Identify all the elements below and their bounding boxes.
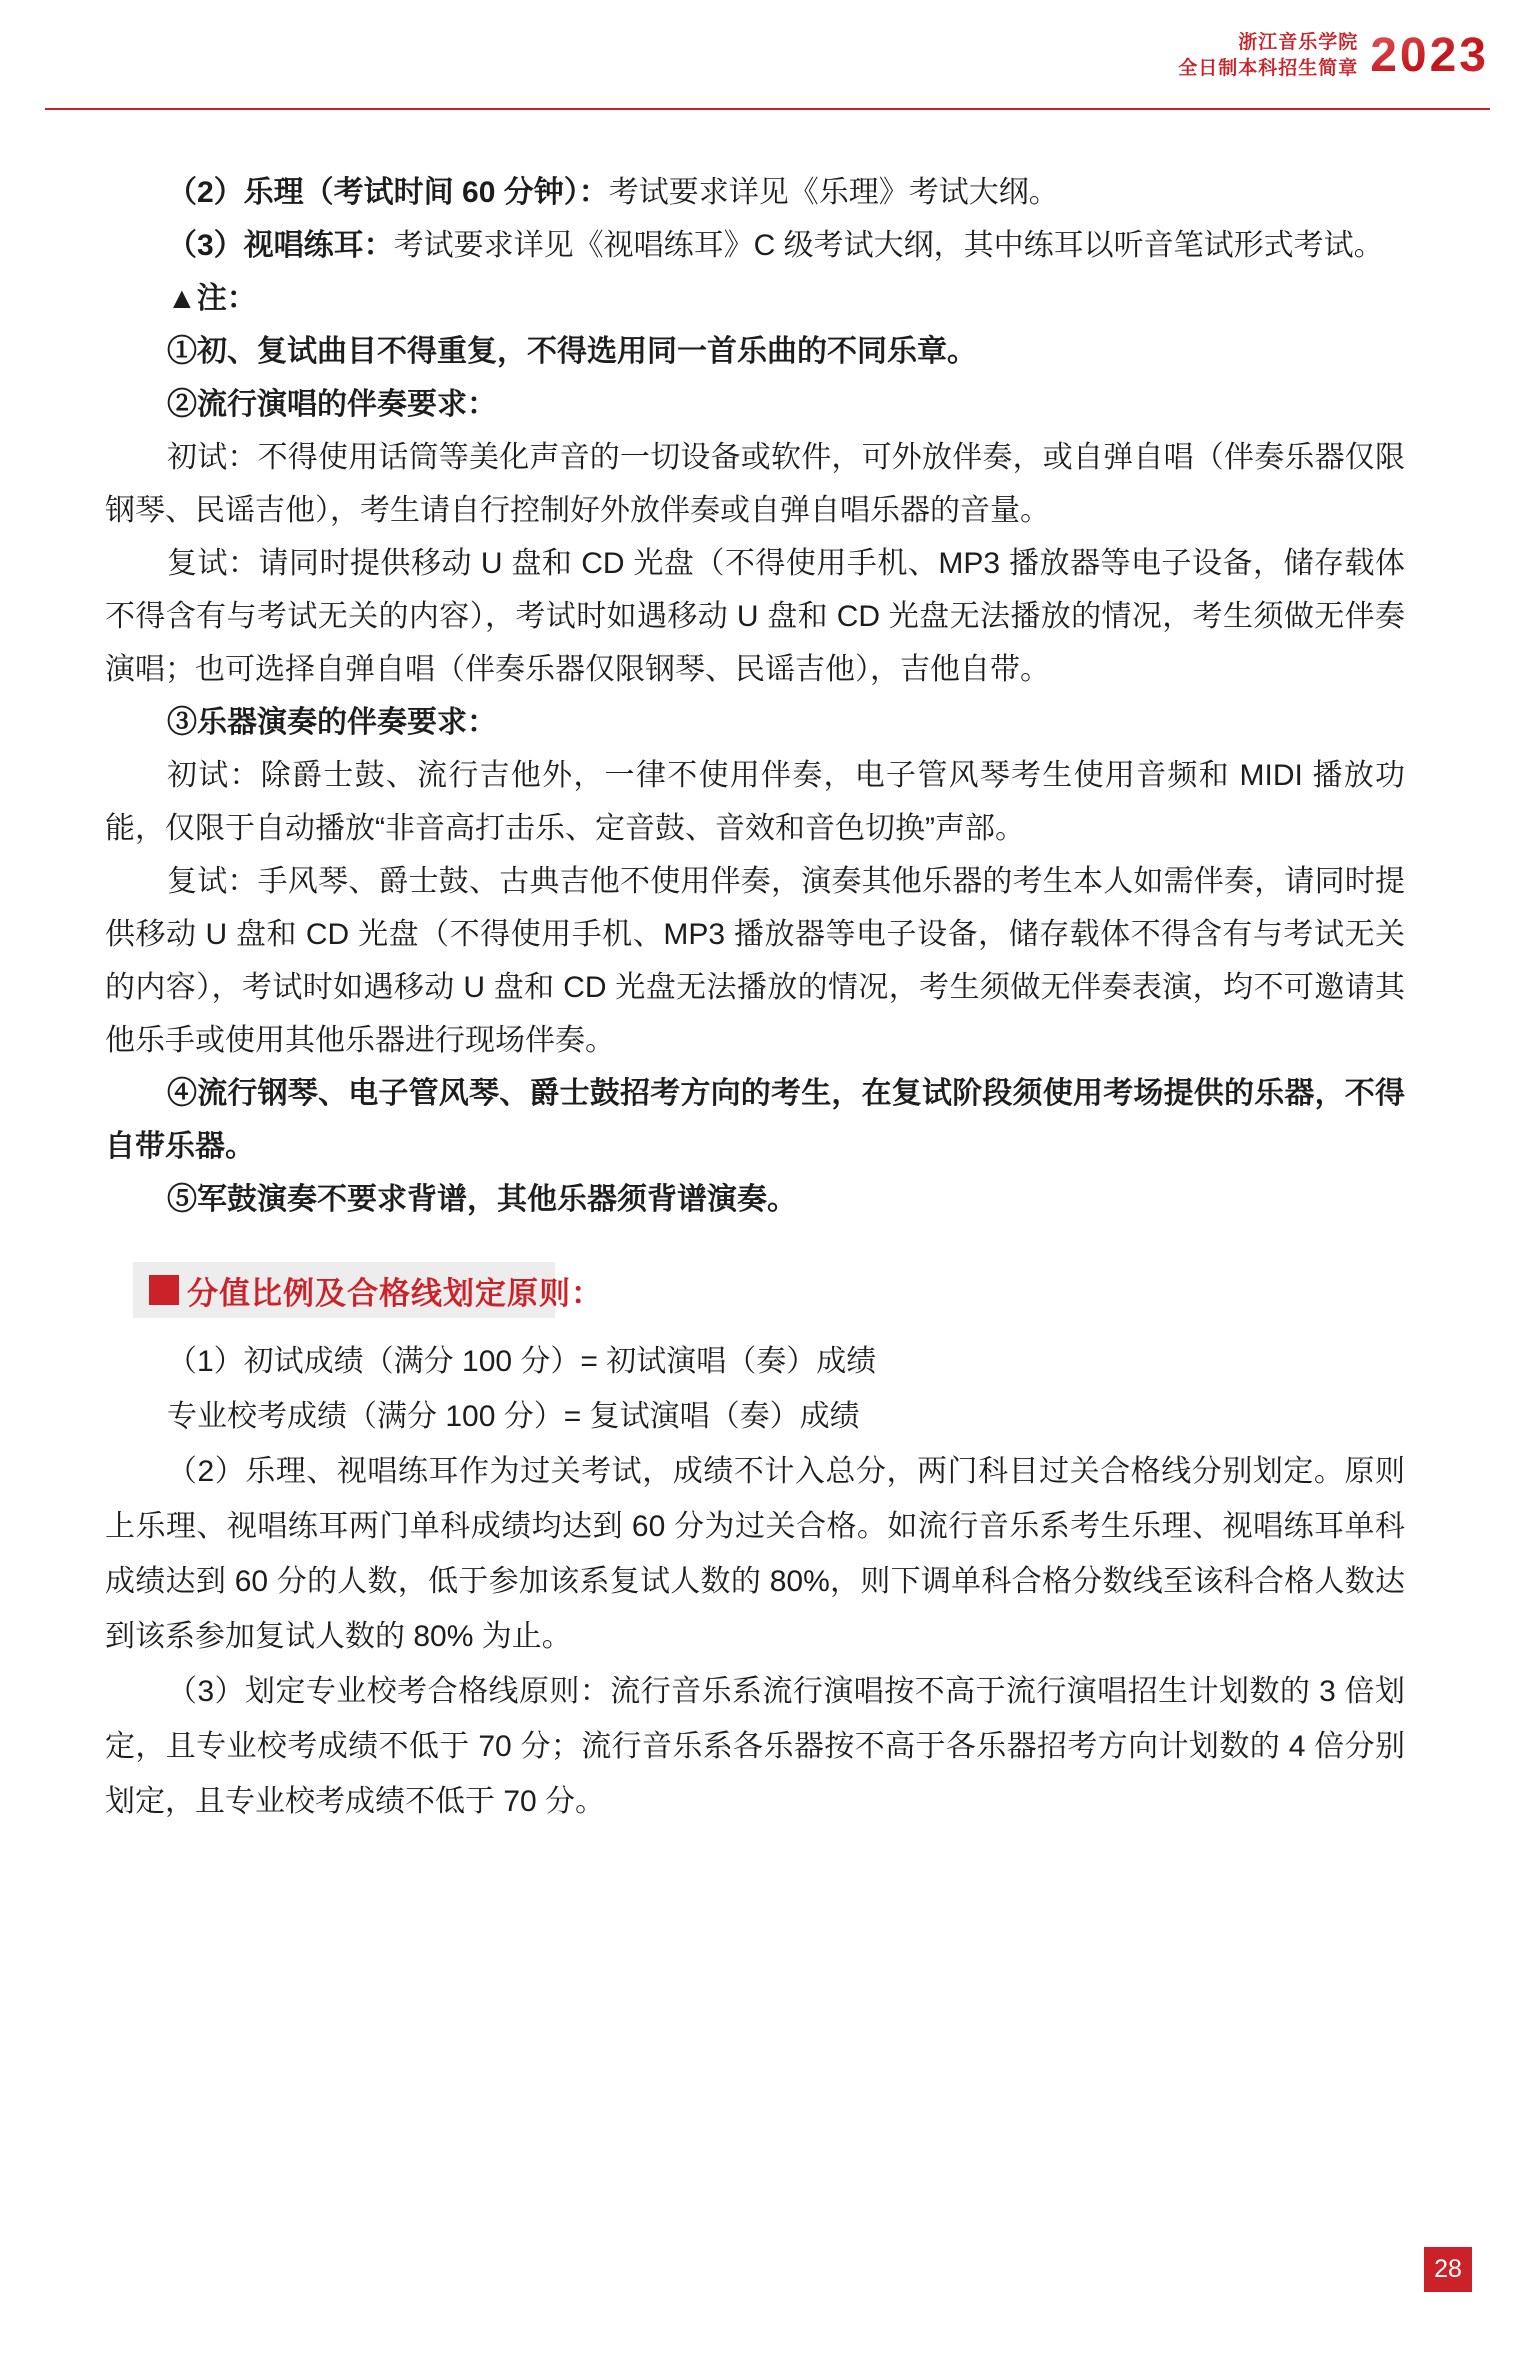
header-divider	[45, 108, 1490, 110]
note-paragraph	[105, 696, 1405, 749]
note-paragraph-lead: ④流行钢琴、电子管风琴、爵士鼓招考方向的考生，在复试阶段须使用考场提供的乐器，不得自带乐器。	[105, 1077, 1405, 1163]
note-paragraph-text: 考试要求详见《视唱练耳》C 级考试大纲，其中练耳以听音笔试形式考试。	[393, 229, 1384, 262]
section-marker-icon	[149, 1275, 179, 1305]
section-title: 分值比例及合格线划定原则：	[187, 1275, 603, 1311]
note-paragraph-lead: ③乐器演奏的伴奏要求：	[167, 706, 497, 739]
note-paragraph	[105, 749, 1405, 855]
header-org-line1: 浙江音乐学院	[1238, 31, 1359, 53]
note-paragraph-text: 复试：请同时提供移动 U 盘和 CD 光盘（不得使用手机、MP3 播放器等电子设备，储存载体不得含有与考试无关的内容），考试时如遇移动 U 盘和 CD 光盘无法播放的情况，考生须做无伴奏演唱；也可选择自弹自唱（伴奏乐器仅限钢琴、民谣吉他），吉他自带。	[105, 547, 1405, 686]
header-org-line2: 全日制本科招生简章	[1178, 57, 1359, 79]
note-paragraph	[105, 855, 1405, 1067]
note-paragraph	[105, 537, 1405, 696]
note-paragraph	[105, 431, 1405, 537]
note-paragraph-lead: ②流行演唱的伴奏要求：	[167, 388, 497, 421]
note-paragraph-lead: ①初、复试曲目不得重复，不得选用同一首乐曲的不同乐章。	[167, 335, 977, 368]
principle-paragraph: （2）乐理、视唱练耳作为过关考试，成绩不计入总分，两门科目过关合格线分别划定。原则上乐理、视唱练耳两门单科成绩均达到 60 分为过关合格。如流行音乐系考生乐理、视唱练耳单科成绩达到 60 分的人数，低于参加该系复试人数的 80%，则下调单科合格分数线至该科合格人数达到该系参加复试人数的 80% 为止。	[105, 1455, 1405, 1653]
note-paragraph-lead: （3）视唱练耳：	[167, 229, 394, 262]
principle-paragraph: （3）划定专业校考合格线原则：流行音乐系流行演唱按不高于流行演唱招生计划数的 3 倍划定，且专业校考成绩不低于 70 分；流行音乐系各乐器按不高于各乐器招考方向计划数的 4 倍分别划定，且专业校考成绩不低于 70 分。	[105, 1675, 1405, 1818]
note-paragraph-lead: （2）乐理（考试时间 60 分钟）：	[167, 176, 609, 209]
section-header	[133, 1262, 603, 1318]
note-paragraph-lead: ▲注：	[167, 282, 257, 315]
note-paragraph-lead: ⑤军鼓演奏不要求背谱，其他乐器须背谱演奏。	[167, 1183, 797, 1216]
page-number-badge: 28	[1424, 2247, 1472, 2292]
note-paragraph	[105, 272, 1405, 325]
header-year: 2023	[1370, 29, 1489, 82]
principles-section	[105, 1334, 1405, 1829]
note-paragraph	[105, 219, 1405, 272]
note-paragraph-text: 初试：不得使用话筒等美化声音的一切设备或软件，可外放伴奏，或自弹自唱（伴奏乐器仅限钢琴、民谣吉他），考生请自行控制好外放伴奏或自弹自唱乐器的音量。	[105, 441, 1405, 527]
principle-paragraph: （1）初试成绩（满分 100 分）= 初试演唱（奏）成绩	[167, 1345, 877, 1378]
document-body	[105, 166, 1405, 1829]
notes-section	[105, 166, 1405, 1226]
note-paragraph-text: 复试：手风琴、爵士鼓、古典吉他不使用伴奏，演奏其他乐器的考生本人如需伴奏，请同时提供移动 U 盘和 CD 光盘（不得使用手机、MP3 播放器等电子设备，储存载体不得含有与考试无关的内容），考试时如遇移动 U 盘和 CD 光盘无法播放的情况，考生须做无伴奏表演，均不可邀请其他乐手或使用其他乐器进行现场伴奏。	[105, 865, 1405, 1057]
note-paragraph	[105, 1067, 1405, 1173]
note-paragraph-text: 初试：除爵士鼓、流行吉他外，一律不使用伴奏，电子管风琴考生使用音频和 MIDI 播放功能，仅限于自动播放“非音高打击乐、定音鼓、音效和音色切换”声部。	[105, 759, 1405, 845]
principle-paragraph: 专业校考成绩（满分 100 分）= 复试演唱（奏）成绩	[167, 1400, 860, 1433]
header-org	[1178, 30, 1358, 82]
note-paragraph-text: 考试要求详见《乐理》考试大纲。	[608, 176, 1059, 209]
note-paragraph	[105, 325, 1405, 378]
note-paragraph	[105, 166, 1405, 219]
note-paragraph	[105, 1173, 1405, 1226]
page-header	[1178, 28, 1489, 83]
note-paragraph	[105, 378, 1405, 431]
